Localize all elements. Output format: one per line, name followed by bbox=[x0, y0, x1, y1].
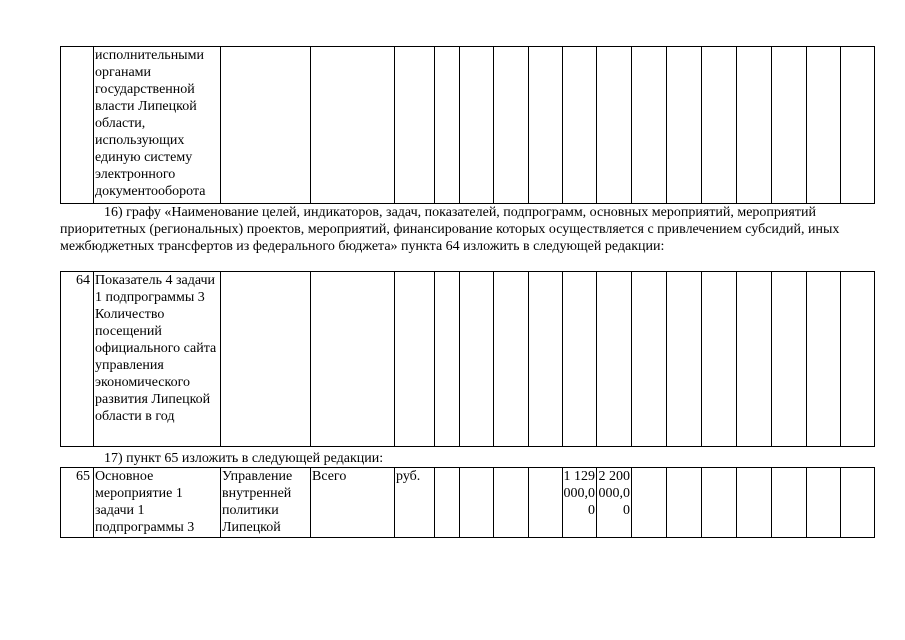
empty-cell bbox=[667, 468, 702, 538]
executor-cell bbox=[221, 47, 311, 204]
indicator-name-cell: Основное мероприятие 1 задачи 1 подпрограммы 3 bbox=[94, 468, 221, 538]
empty-cell bbox=[494, 47, 529, 204]
empty-cell bbox=[460, 468, 494, 538]
indicator-name-cell: Показатель 4 задачи 1 подпрограммы 3 Количество посещений официального сайта управления экономического развития Липецкой области в год bbox=[94, 272, 221, 447]
empty-cell bbox=[494, 272, 529, 447]
empty-cell bbox=[460, 47, 494, 204]
source-cell: Всего bbox=[311, 468, 395, 538]
empty-cell bbox=[632, 47, 667, 204]
empty-cell bbox=[702, 47, 737, 204]
paragraph-text: 16) графу «Наименование целей, индикаторов, задач, показателей, подпрограмм, основных мероприятий, мероприятий приоритетных (региональных) проектов, мероприятий, финансирование которых осуществляется с привлечением субсидий, иных межбюджетных трансфертов из федерального бюджета» пункта 64 изложить в следующей редакции: bbox=[60, 205, 840, 254]
paragraph-text: 17) пункт 65 изложить в следующей редакции: bbox=[104, 451, 384, 466]
empty-cell bbox=[435, 47, 460, 204]
empty-cell bbox=[772, 272, 807, 447]
empty-cell bbox=[841, 468, 875, 538]
empty-cell bbox=[841, 272, 875, 447]
unit-cell bbox=[395, 47, 435, 204]
row-number-cell: 65 bbox=[61, 468, 94, 538]
table-row bbox=[61, 47, 875, 204]
empty-cell bbox=[435, 468, 460, 538]
empty-cell bbox=[737, 47, 772, 204]
empty-cell bbox=[737, 468, 772, 538]
empty-cell bbox=[529, 272, 563, 447]
empty-cell bbox=[667, 47, 702, 204]
indicator-name-cell: исполнительными органами государственной власти Липецкой области, использующих единую систему электронного документооборота bbox=[94, 47, 221, 204]
executor-cell: Управление внутренней политики Липецкой bbox=[221, 468, 311, 538]
empty-cell bbox=[807, 272, 841, 447]
table-row bbox=[61, 468, 875, 538]
empty-cell bbox=[737, 272, 772, 447]
unit-cell bbox=[395, 272, 435, 447]
empty-cell bbox=[772, 468, 807, 538]
empty-cell bbox=[563, 272, 597, 447]
empty-cell bbox=[702, 272, 737, 447]
row-number-cell: 64 bbox=[61, 272, 94, 447]
empty-cell bbox=[667, 272, 702, 447]
empty-cell bbox=[597, 272, 632, 447]
table-fragment-1 bbox=[60, 46, 875, 204]
empty-cell bbox=[529, 47, 563, 204]
empty-cell bbox=[702, 468, 737, 538]
empty-cell bbox=[841, 47, 875, 204]
empty-cell bbox=[632, 272, 667, 447]
table-fragment-2 bbox=[60, 271, 875, 447]
table-fragment-3 bbox=[60, 467, 875, 538]
empty-cell bbox=[563, 47, 597, 204]
empty-cell bbox=[494, 468, 529, 538]
row-number-cell bbox=[61, 47, 94, 204]
empty-cell bbox=[807, 47, 841, 204]
empty-cell bbox=[597, 47, 632, 204]
source-cell bbox=[311, 272, 395, 447]
empty-cell bbox=[460, 272, 494, 447]
empty-cell bbox=[435, 272, 460, 447]
amendment-paragraph-16 bbox=[60, 204, 850, 255]
table-row bbox=[61, 272, 875, 447]
empty-cell bbox=[807, 468, 841, 538]
amendment-paragraph-17 bbox=[60, 450, 850, 467]
source-cell bbox=[311, 47, 395, 204]
value-cell: 1 129 000,00 bbox=[563, 468, 597, 538]
empty-cell bbox=[632, 468, 667, 538]
executor-cell bbox=[221, 272, 311, 447]
unit-cell: руб. bbox=[395, 468, 435, 538]
empty-cell bbox=[529, 468, 563, 538]
value-cell: 2 200 000,00 bbox=[597, 468, 632, 538]
empty-cell bbox=[772, 47, 807, 204]
